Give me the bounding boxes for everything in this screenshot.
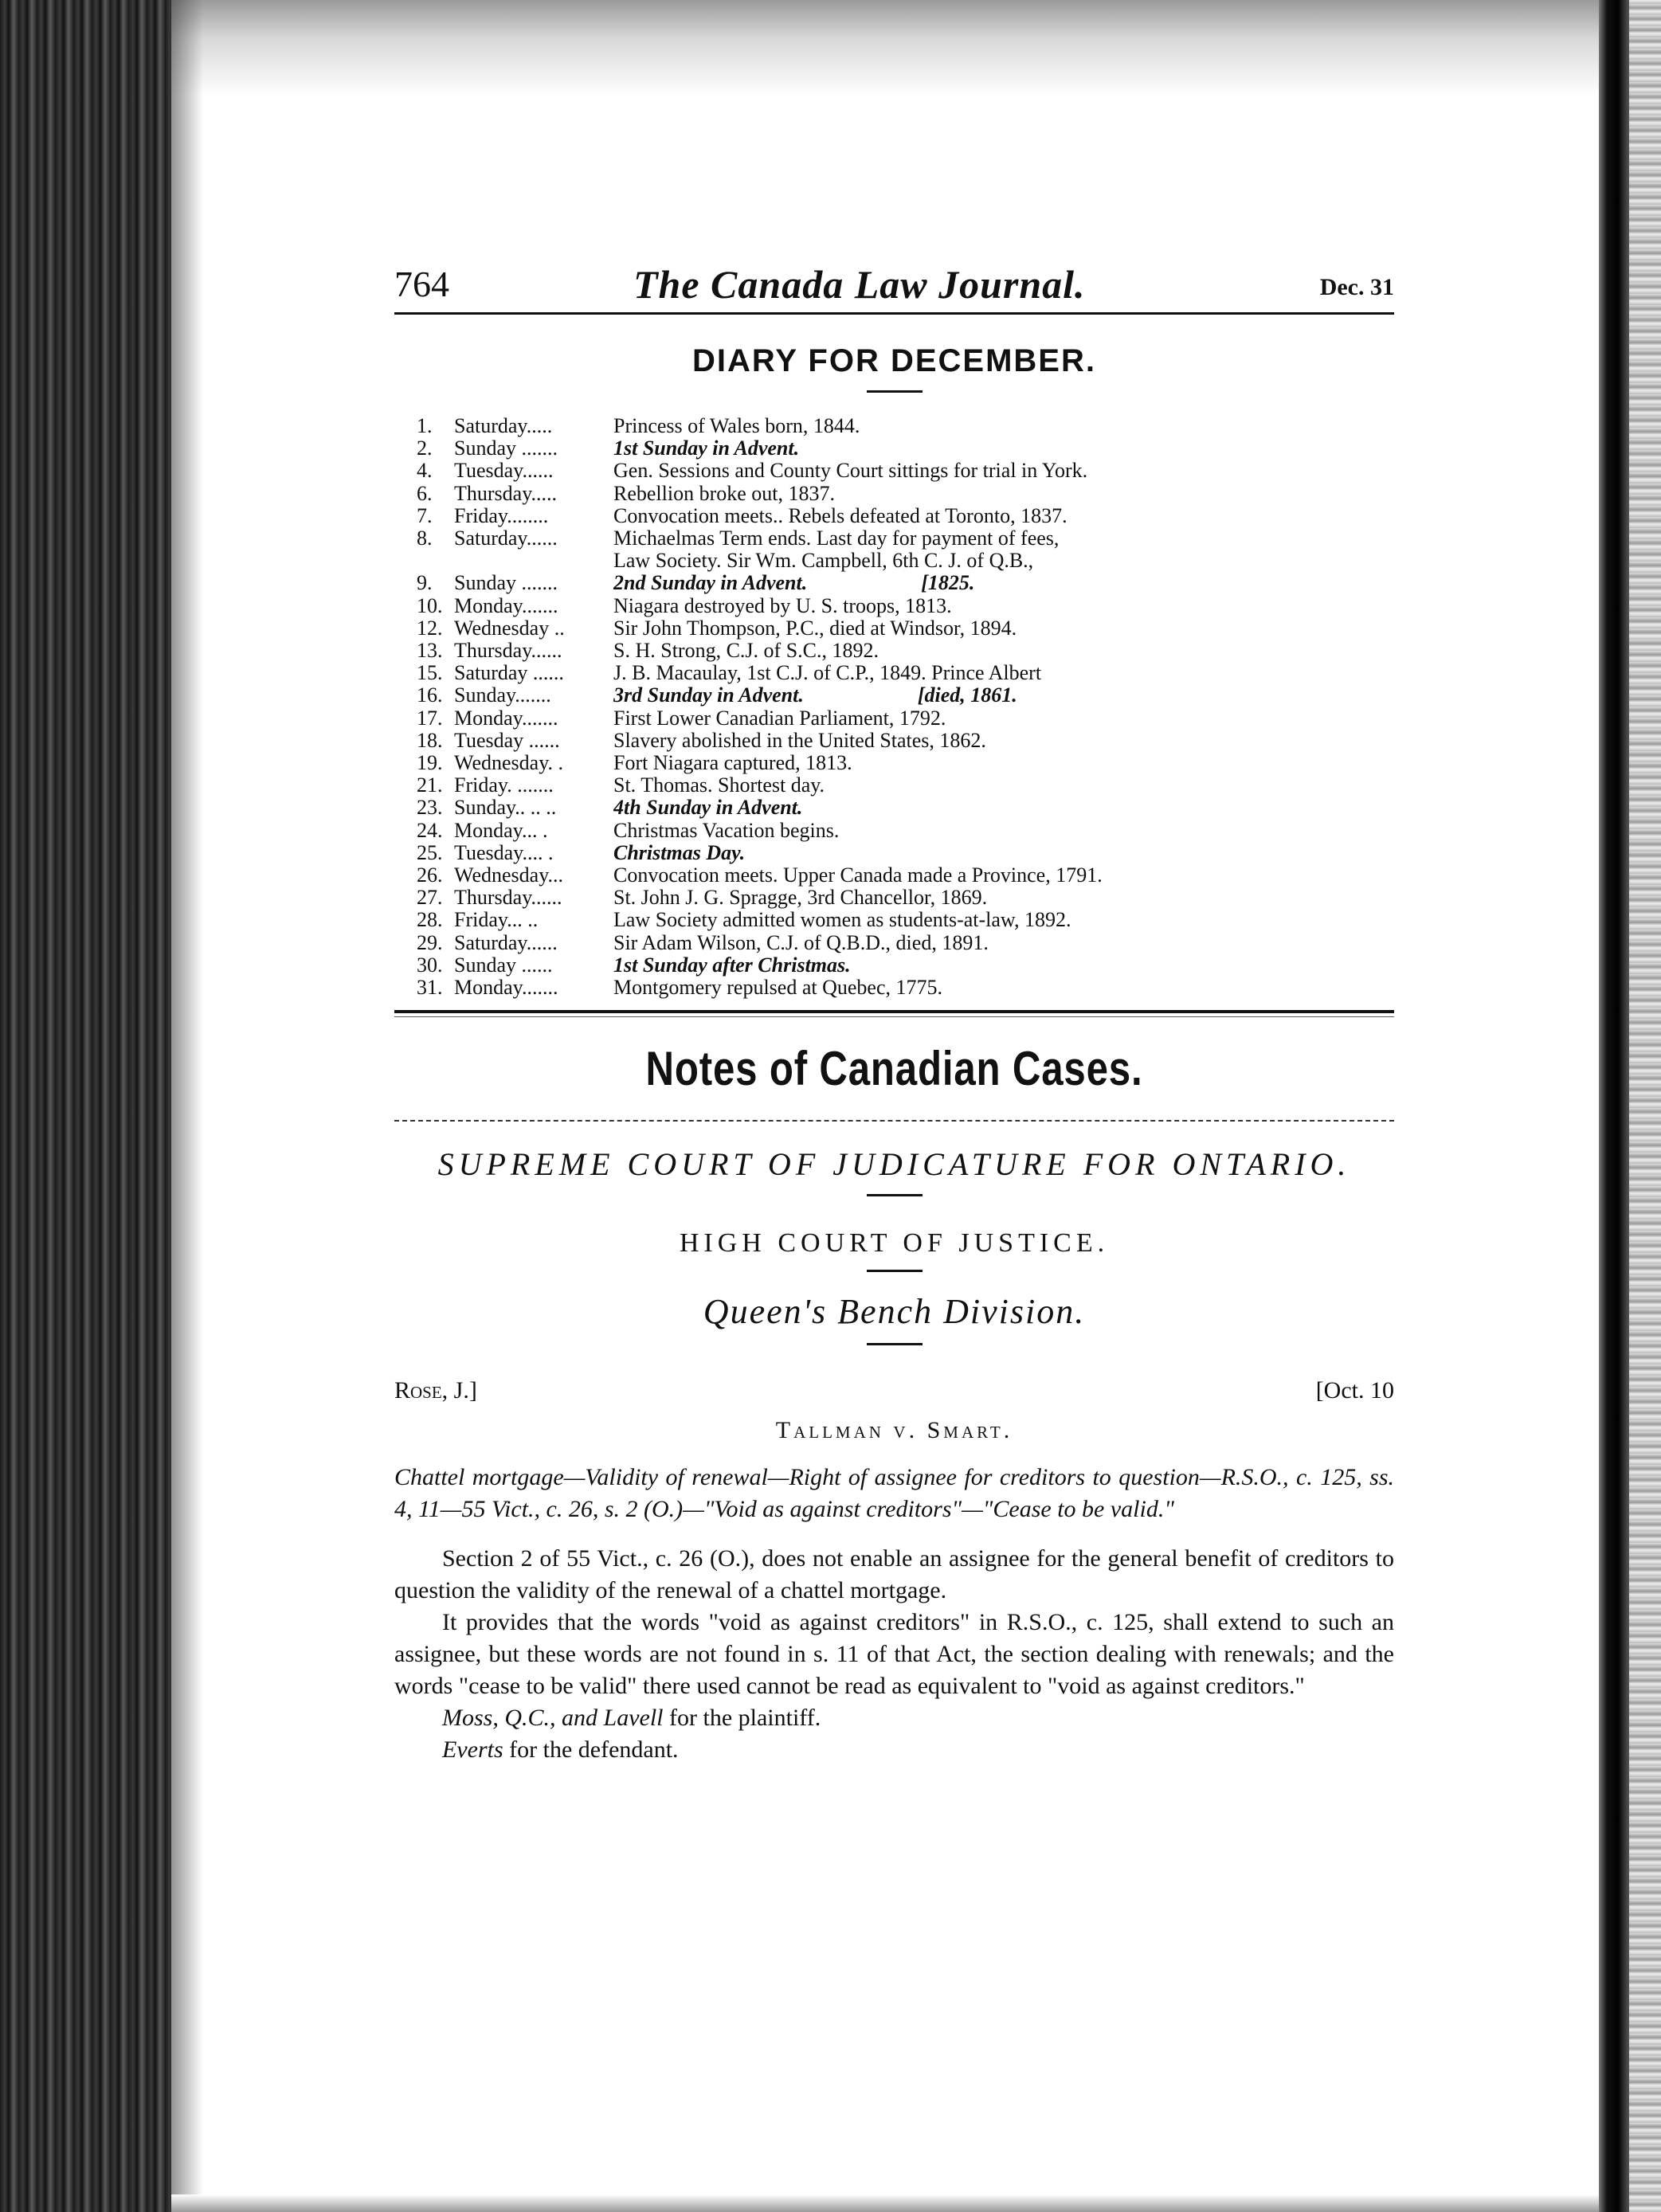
court-divider	[867, 1194, 923, 1196]
diary-entry-event: 4th Sunday in Advent.	[613, 797, 803, 820]
diary-entry-event: Convocation meets.. Rebels defeated at Toronto, 1837.	[613, 504, 1068, 527]
case-date: [Oct. 10	[1315, 1377, 1394, 1404]
diary-entry-event: Sir John Thompson, P.C., died at Windsor, 1894.	[613, 617, 1017, 640]
diary-entry	[394, 864, 1394, 887]
diary-entry-date: 26.	[417, 863, 443, 887]
diary-entry-weekday: Tuesday ......	[454, 728, 560, 752]
diary-entry-date: 23.	[417, 796, 443, 820]
diary-entry-date: 17.	[417, 706, 443, 730]
scan-binding-edge	[0, 0, 171, 2212]
diary-entry-date: 8.	[417, 527, 433, 550]
scan-right-edge	[1599, 0, 1629, 2212]
diary-entry-date: 7.	[417, 503, 433, 527]
counsel-plaintiff	[394, 1702, 1394, 1734]
diary-entry-event: Sir Adam Wilson, C.J. of Q.B.D., died, 1891.	[613, 931, 989, 954]
diary-entry	[394, 572, 1394, 594]
diary-entry	[394, 774, 1394, 797]
title-divider	[867, 390, 923, 393]
running-head	[394, 263, 1394, 311]
diary-entry	[394, 483, 1394, 505]
diary-entry	[394, 415, 1394, 437]
diary-entry-event: 3rd Sunday in Advent. [died, 1861.	[613, 684, 1017, 707]
diary-entry-weekday: Wednesday...	[454, 863, 564, 887]
counsel-defendant	[394, 1734, 1394, 1766]
diary-title: DIARY FOR DECEMBER.	[692, 343, 1096, 378]
scan-top-shadow	[171, 0, 1599, 96]
issue-date: Dec. 31	[1319, 274, 1394, 300]
notes-rule	[394, 1120, 1394, 1122]
diary-entry-weekday: Sunday.. .. ..	[454, 796, 557, 820]
diary-entry-event: Niagara destroyed by U. S. troops, 1813.	[613, 594, 952, 617]
diary-entry-event: Montgomery repulsed at Quebec, 1775.	[613, 977, 943, 1000]
diary-entry-event: J. B. Macaulay, 1st C.J. of C.P., 1849. Prince Albert	[613, 662, 1042, 685]
diary-entry-date: 2.	[417, 437, 433, 460]
diary-entry	[394, 730, 1394, 752]
diary-entry-weekday: Tuesday......	[454, 459, 554, 483]
counsel-plaintiff-role: for the plaintiff.	[663, 1705, 821, 1732]
diary-entry	[394, 752, 1394, 774]
diary-entry-weekday: Friday........	[454, 503, 549, 527]
diary-entry-date: 31.	[417, 976, 443, 1000]
diary-entry	[394, 662, 1394, 684]
diary-entry-event: Gen. Sessions and County Court sittings for trial in York.	[613, 460, 1088, 483]
scan-bottom-shadow	[171, 2194, 1599, 2212]
diary-entry-weekday: Monday... .	[454, 818, 548, 842]
diary-entry	[394, 842, 1394, 864]
diary-entry-event: S. H. Strong, C.J. of S.C., 1892.	[613, 640, 879, 663]
diary-entry	[394, 550, 1394, 572]
diary-entry-date: 6.	[417, 481, 433, 505]
diary-entry	[394, 617, 1394, 640]
diary-entry-weekday: Friday. .......	[454, 773, 554, 797]
diary-entry-date: 4.	[417, 459, 433, 483]
diary-entry-date: 29.	[417, 930, 443, 954]
diary-entry-date: 25.	[417, 840, 443, 864]
high-court-divider	[867, 1270, 923, 1272]
diary-entry-weekday: Monday.......	[454, 593, 558, 617]
diary-entry-weekday: Thursday.....	[454, 481, 558, 505]
judge-line	[394, 1377, 1394, 1409]
court-title: SUPREME COURT OF JUDICATURE FOR ONTARIO.	[437, 1146, 1351, 1183]
diary-entry-weekday: Saturday.....	[454, 414, 553, 437]
diary-entry-event: 1st Sunday after Christmas.	[613, 953, 851, 977]
diary-entry-event: Rebellion broke out, 1837.	[613, 482, 836, 505]
diary-entry-date: 27.	[417, 886, 443, 910]
high-court-title: HIGH COURT OF JUSTICE.	[679, 1228, 1110, 1259]
diary-entry-weekday: Saturday......	[454, 930, 558, 954]
diary-entry-event: Law Society. Sir Wm. Campbell, 6th C. J. of Q.B.,	[613, 550, 1034, 573]
diary-entry	[394, 977, 1394, 999]
page-number: 764	[394, 264, 449, 304]
diary-entry-event: Michaelmas Term ends. Last day for payment of fees,	[613, 527, 1060, 550]
diary-entry-event: 1st Sunday in Advent.	[613, 437, 800, 460]
diary-entry	[394, 684, 1394, 707]
judge-name: Rose, J.]	[394, 1377, 477, 1404]
diary-entry-weekday: Sunday ......	[454, 953, 553, 977]
scan-right-margin	[1629, 0, 1661, 2212]
header-rule	[394, 312, 1394, 315]
paragraph-reasoning: It provides that the words "void as against creditors" in R.S.O., c. 125, shall extend to such an assignee, but these words are not found in s. 11 of that Act, the section dealing with renewals; and the words "cease to be valid" there used cannot be read as equivalent to "void as against creditors."	[394, 1609, 1394, 1700]
diary-entry-date: 19.	[417, 751, 443, 775]
journal-page	[394, 263, 1394, 1766]
diary-entry-date: 12.	[417, 616, 443, 640]
diary-entry-event: First Lower Canadian Parliament, 1792.	[613, 707, 946, 730]
diary-entry-weekday	[454, 550, 613, 572]
diary-entry-date: 18.	[417, 728, 443, 752]
diary-entry-weekday: Wednesday ..	[454, 616, 565, 640]
counsel-plaintiff-names: Moss, Q.C., and Lavell	[442, 1705, 664, 1732]
diary-entry-event: Law Society admitted women as students-at-law, 1892.	[613, 909, 1071, 932]
diary-entry-weekday: Tuesday.... .	[454, 840, 554, 864]
diary-entry-weekday: Monday.......	[454, 706, 558, 730]
diary-entry-date: 15.	[417, 661, 443, 685]
diary-entry-date: 16.	[417, 683, 443, 707]
paragraph-holding: Section 2 of 55 Vict., c. 26 (O.), does not enable an assignee for the general benefit of creditors to question the validity of the renewal of a chattel mortgage.	[394, 1545, 1394, 1604]
diary-entry	[394, 505, 1394, 527]
diary-entry	[394, 527, 1394, 550]
diary-entry-date	[394, 550, 454, 572]
diary-entry	[394, 595, 1394, 617]
diary-entry-event: Fort Niagara captured, 1813.	[613, 752, 852, 775]
diary-entry	[394, 909, 1394, 931]
diary-entry	[394, 437, 1394, 460]
diary-entry	[394, 797, 1394, 819]
diary-entry-weekday: Friday... ..	[454, 908, 539, 932]
diary-entry-date: 30.	[417, 953, 443, 977]
division-title: Queen's Bench Division.	[703, 1292, 1086, 1332]
diary-entry-event: Princess of Wales born, 1844.	[613, 415, 860, 437]
counsel-defendant-role: for the defendant.	[503, 1736, 679, 1764]
diary-entry	[394, 932, 1394, 954]
case-name: Tallman v. Smart.	[775, 1417, 1013, 1444]
diary-entry-date: 24.	[417, 818, 443, 842]
diary-entry-event: Christmas Vacation begins.	[613, 819, 840, 842]
diary-entry-date: 1.	[417, 414, 433, 437]
diary-entry-event: Christmas Day.	[613, 841, 746, 864]
division-divider	[867, 1343, 923, 1345]
diary-entry-weekday: Thursday......	[454, 639, 562, 663]
diary-entry-weekday: Wednesday. .	[454, 751, 564, 775]
diary-entry-date: 9.	[417, 571, 433, 595]
diary-entry-event: 2nd Sunday in Advent. [1825.	[613, 572, 975, 595]
counsel-defendant-names: Everts	[442, 1736, 503, 1764]
diary-entry	[394, 640, 1394, 662]
diary-entry-weekday: Thursday......	[454, 886, 562, 910]
diary-entry	[394, 954, 1394, 977]
diary-entry	[394, 820, 1394, 842]
diary-entry-event: St. John J. G. Spragge, 3rd Chancellor, 1869.	[613, 887, 988, 910]
diary-end-rule	[394, 1010, 1394, 1013]
diary-entry-date: 13.	[417, 639, 443, 663]
diary-entry	[394, 887, 1394, 909]
diary-entry-event: Slavery abolished in the United States, 1862.	[613, 729, 986, 752]
diary-entry-weekday: Sunday .......	[454, 437, 558, 460]
diary-entry-weekday: Saturday ......	[454, 661, 564, 685]
headnote: Chattel mortgage—Validity of renewal—Right of assignee for creditors to question—R.S.O., c. 125, ss. 4, 11—55 Vict., c. 26, s. 2 (O.)—"Void as against creditors"—"Cease to be valid."	[394, 1464, 1394, 1523]
diary-entry-date: 21.	[417, 773, 443, 797]
diary-entry-weekday: Sunday .......	[454, 571, 558, 595]
diary-entry-weekday: Sunday.......	[454, 683, 551, 707]
diary-list	[394, 415, 1394, 999]
diary-entry-date: 10.	[417, 593, 443, 617]
diary-entry-weekday: Monday.......	[454, 976, 558, 1000]
diary-entry-date: 28.	[417, 908, 443, 932]
diary-entry-event: Convocation meets. Upper Canada made a Province, 1791.	[613, 864, 1103, 887]
diary-entry-weekday: Saturday......	[454, 527, 558, 550]
journal-title: The Canada Law Journal.	[633, 262, 1086, 307]
diary-entry	[394, 460, 1394, 482]
diary-end-rule-thin	[394, 1016, 1394, 1017]
notes-title: Notes of Canadian Cases.	[645, 1042, 1143, 1096]
diary-entry-event: St. Thomas. Shortest day.	[613, 774, 825, 797]
diary-entry	[394, 707, 1394, 730]
